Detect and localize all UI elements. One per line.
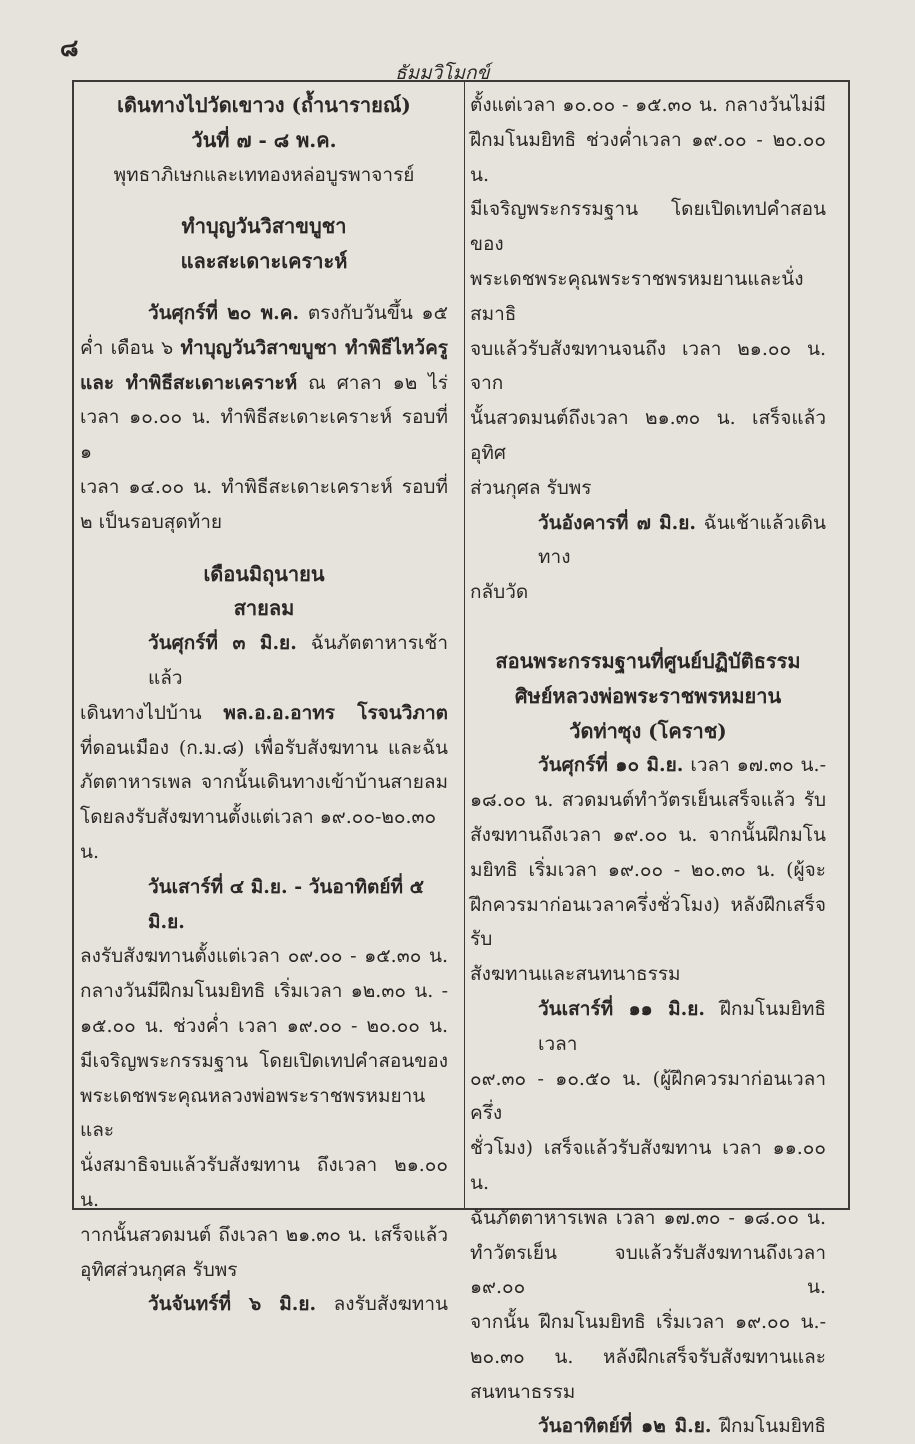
text-span: ตรงกับวันขึ้น ๑๕ xyxy=(299,301,448,324)
right-column xyxy=(470,88,826,1444)
text-line: มยิทธิ เริ่มเวลา ๑๙.๐๐ - ๒๐.๓๐ น. (ผู้จะ xyxy=(470,858,826,881)
text-line: ทำวัตรเย็น จบแล้วรับสังฆทานถึงเวลา ๑๙.๐๐ น. xyxy=(470,1241,826,1299)
day-label: วันอาทิตย์ที่ ๑๒ มิ.ย. xyxy=(538,1415,712,1438)
text-line xyxy=(470,748,826,783)
text-line: ๑๕.๐๐ น. ช่วงค่ำ เวลา ๑๙.๐๐ - ๒๐.๐๐ น. xyxy=(80,1014,448,1037)
day-label: วันศุกร์ที่ ๓ มิ.ย. xyxy=(148,632,297,655)
text-line: ฝึกควรมาก่อนเวลาครึ่งชั่วโมง) หลังฝึกเสร็จ รับ xyxy=(470,893,826,951)
section-date: วันที่ ๗ - ๘ พ.ค. xyxy=(191,127,337,152)
column-divider xyxy=(464,80,465,1210)
text-line xyxy=(80,296,448,331)
bold-span: พล.อ.อ.อาทร โรจนวิภาต xyxy=(223,701,448,724)
section-heading: ทำบุญวันวิสาขบูชา xyxy=(181,214,347,239)
text-line: ชั่วโมง) เสร็จแล้วรับสังฆทาน เวลา ๑๑.๐๐ น. xyxy=(470,1137,826,1194)
day-label: วันศุกร์ที่ ๒๐ พ.ค. xyxy=(148,301,300,324)
bold-span: ทำบุญวันวิสาขบูชา ทำพิธีไหว้ครู xyxy=(180,336,448,359)
day-label: วันศุกร์ที่ ๑๐ มิ.ย. xyxy=(538,754,684,777)
text-line xyxy=(80,331,448,366)
day-label: วันเสาร์ที่ ๔ มิ.ย. - วันอาทิตย์ที่ ๕ มิ.ย. xyxy=(148,875,425,933)
text-line xyxy=(470,992,826,1062)
text-line: สังฆทานถึงเวลา ๑๙.๐๐ น. จากนั้นฝึกมโน xyxy=(470,823,826,846)
text-line: ภัตตาหารเพล จากนั้นเดินทางเข้าบ้านสายลม xyxy=(80,771,448,794)
day-label: วันเสาร์ที่ ๑๑ มิ.ย. xyxy=(538,997,705,1020)
text-line: ๐๙.๓๐ - ๑๐.๕๐ น. (ผู้ฝึกควรมาก่อนเวลาครึ่ง xyxy=(470,1067,826,1125)
section-heading: ศิษย์หลวงพ่อพระราชพรหมยาน xyxy=(514,683,782,708)
day-label: วันจันทร์ที่ ๖ มิ.ย. xyxy=(148,1293,317,1316)
text-line: พระเดชพระคุณพระราชพรหมยานและนั่งสมาธิ xyxy=(470,267,804,325)
section-subtitle: พุทธาภิเษกและเททองหล่อบูรพาจารย์ xyxy=(113,163,415,186)
left-column xyxy=(80,88,448,1322)
text-span: ฝึกมโนมยิทธิ เวลา xyxy=(538,997,826,1055)
text-line: ๑๘.๐๐ น. สวดมนต์ทำวัตรเย็นเสร็จแล้ว รับ xyxy=(470,789,826,812)
text-line: พระเดชพระคุณหลวงพ่อพระราชพรหมยาน และ xyxy=(80,1084,426,1142)
text-span: ค่ำ เดือน ๖ xyxy=(80,336,181,359)
text-line: สนทนาธรรม xyxy=(470,1380,576,1403)
text-line: ๒ เป็นรอบสุดท้าย xyxy=(80,510,223,533)
text-line: จากนั้น ฝึกมโนมยิทธิ เริ่มเวลา ๑๙.๐๐ น.- xyxy=(470,1311,826,1334)
text-line xyxy=(80,696,448,731)
text-span: เวลา ๑๗.๓๐ น.- xyxy=(683,754,827,777)
text-span: ณ ศาลา ๑๒ ไร่ xyxy=(297,371,448,394)
day-label: วันอังคารที่ ๗ มิ.ย. xyxy=(538,511,697,534)
text-line: อุทิศส่วนกุศล รับพร xyxy=(80,1258,238,1281)
section-heading: วัดท่าซุง (โคราช) xyxy=(569,718,727,743)
running-header: ธัมมวิโมกข์ xyxy=(395,62,490,84)
text-line: เวลา ๑๐.๐๐ น. ทำพิธีสะเดาะเคราะห์ รอบที่ ๑ xyxy=(80,406,448,464)
text-line: ตั้งแต่เวลา ๑๐.๐๐ - ๑๕.๓๐ น. กลางวันไม่มี xyxy=(470,94,826,116)
text-line: มีเจริญพระกรรมฐาน โดยเปิดเทปคำสอนของ xyxy=(470,198,826,256)
section-heading: และสะเดาะเคราะห์ xyxy=(180,249,348,274)
text-line: ส่วนกุศล รับพร xyxy=(470,476,592,499)
text-line: เวลา ๑๔.๐๐ น. ทำพิธีสะเดาะเคราะห์ รอบที่ xyxy=(80,475,448,498)
text-span: ลงรับสังฆทาน xyxy=(316,1293,448,1316)
text-line: จบแล้วรับสังฆทานจนถึง เวลา ๒๑.๐๐ น. จาก xyxy=(470,337,826,395)
text-span: ฉันภัตตาหารเช้าแล้ว xyxy=(148,632,448,689)
text-line: กลางวันมีฝึกมโนมยิทธิ เริ่มเวลา ๑๒.๓๐ น. - xyxy=(80,980,448,1003)
text-line: นั้นสวดมนต์ถึงเวลา ๒๑.๓๐ น. เสร็จแล้ว อุทิศ xyxy=(470,407,826,464)
text-line xyxy=(80,366,448,401)
text-line: ที่ดอนเมือง (ก.ม.๘) เพื่อรับสังฆทาน และฉัน xyxy=(80,736,448,759)
text-line: สังฆทานและสนทนาธรรม xyxy=(470,963,681,986)
text-span: ฝึกมโนมยิทธิ xyxy=(711,1415,826,1438)
place-heading: สายลม xyxy=(233,596,295,621)
text-line: มีเจริญพระกรรมฐาน โดยเปิดเทปคำสอนของ xyxy=(80,1049,448,1072)
text-line: าากนั้นสวดมนต์ ถึงเวลา ๒๑.๓๐ น. เสร็จแล้ว xyxy=(80,1223,448,1246)
text-line: ฝึกมโนมยิทธิ ช่วงค่ำเวลา ๑๙.๐๐ - ๒๐.๐๐ น. xyxy=(470,128,826,186)
text-line xyxy=(470,1409,826,1444)
month-heading: เดือนมิถุนายน xyxy=(203,561,325,586)
text-line: กลับวัด xyxy=(470,581,529,604)
text-line: ลงรับสังฆทานตั้งแต่เวลา ๐๙.๐๐ - ๑๕.๓๐ น. xyxy=(80,945,448,968)
text-line: ฉันภัตตาหารเพล เวลา ๑๗.๓๐ - ๑๘.๐๐ น. xyxy=(470,1206,826,1229)
text-line: ๒๐.๓๐ น. หลังฝึกเสร็จรับสังฆทานและ xyxy=(470,1345,826,1368)
page-number: ๘ xyxy=(60,33,79,62)
text-line xyxy=(80,626,448,696)
text-line xyxy=(470,506,826,576)
section-heading: เดินทางไปวัดเขาวง (ถ้ำนารายณ์) xyxy=(117,93,411,117)
text-line: นั่งสมาธิจบแล้วรับสังฆทาน ถึงเวลา ๒๑.๐๐ น. xyxy=(80,1154,448,1211)
bold-span: และ ทำพิธีสะเดาะเคราะห์ xyxy=(80,371,298,394)
text-line xyxy=(80,1287,448,1322)
text-span: ฉันเช้าแล้วเดินทาง xyxy=(538,511,826,569)
text-line: โดยลงรับสังฆทานตั้งแต่เวลา ๑๙.๐๐-๒๐.๓๐ น. xyxy=(80,806,437,863)
section-heading: สอนพระกรรมฐานที่ศูนย์ปฏิบัติธรรม xyxy=(495,648,801,673)
text-span: เดินทางไปบ้าน xyxy=(80,701,224,724)
